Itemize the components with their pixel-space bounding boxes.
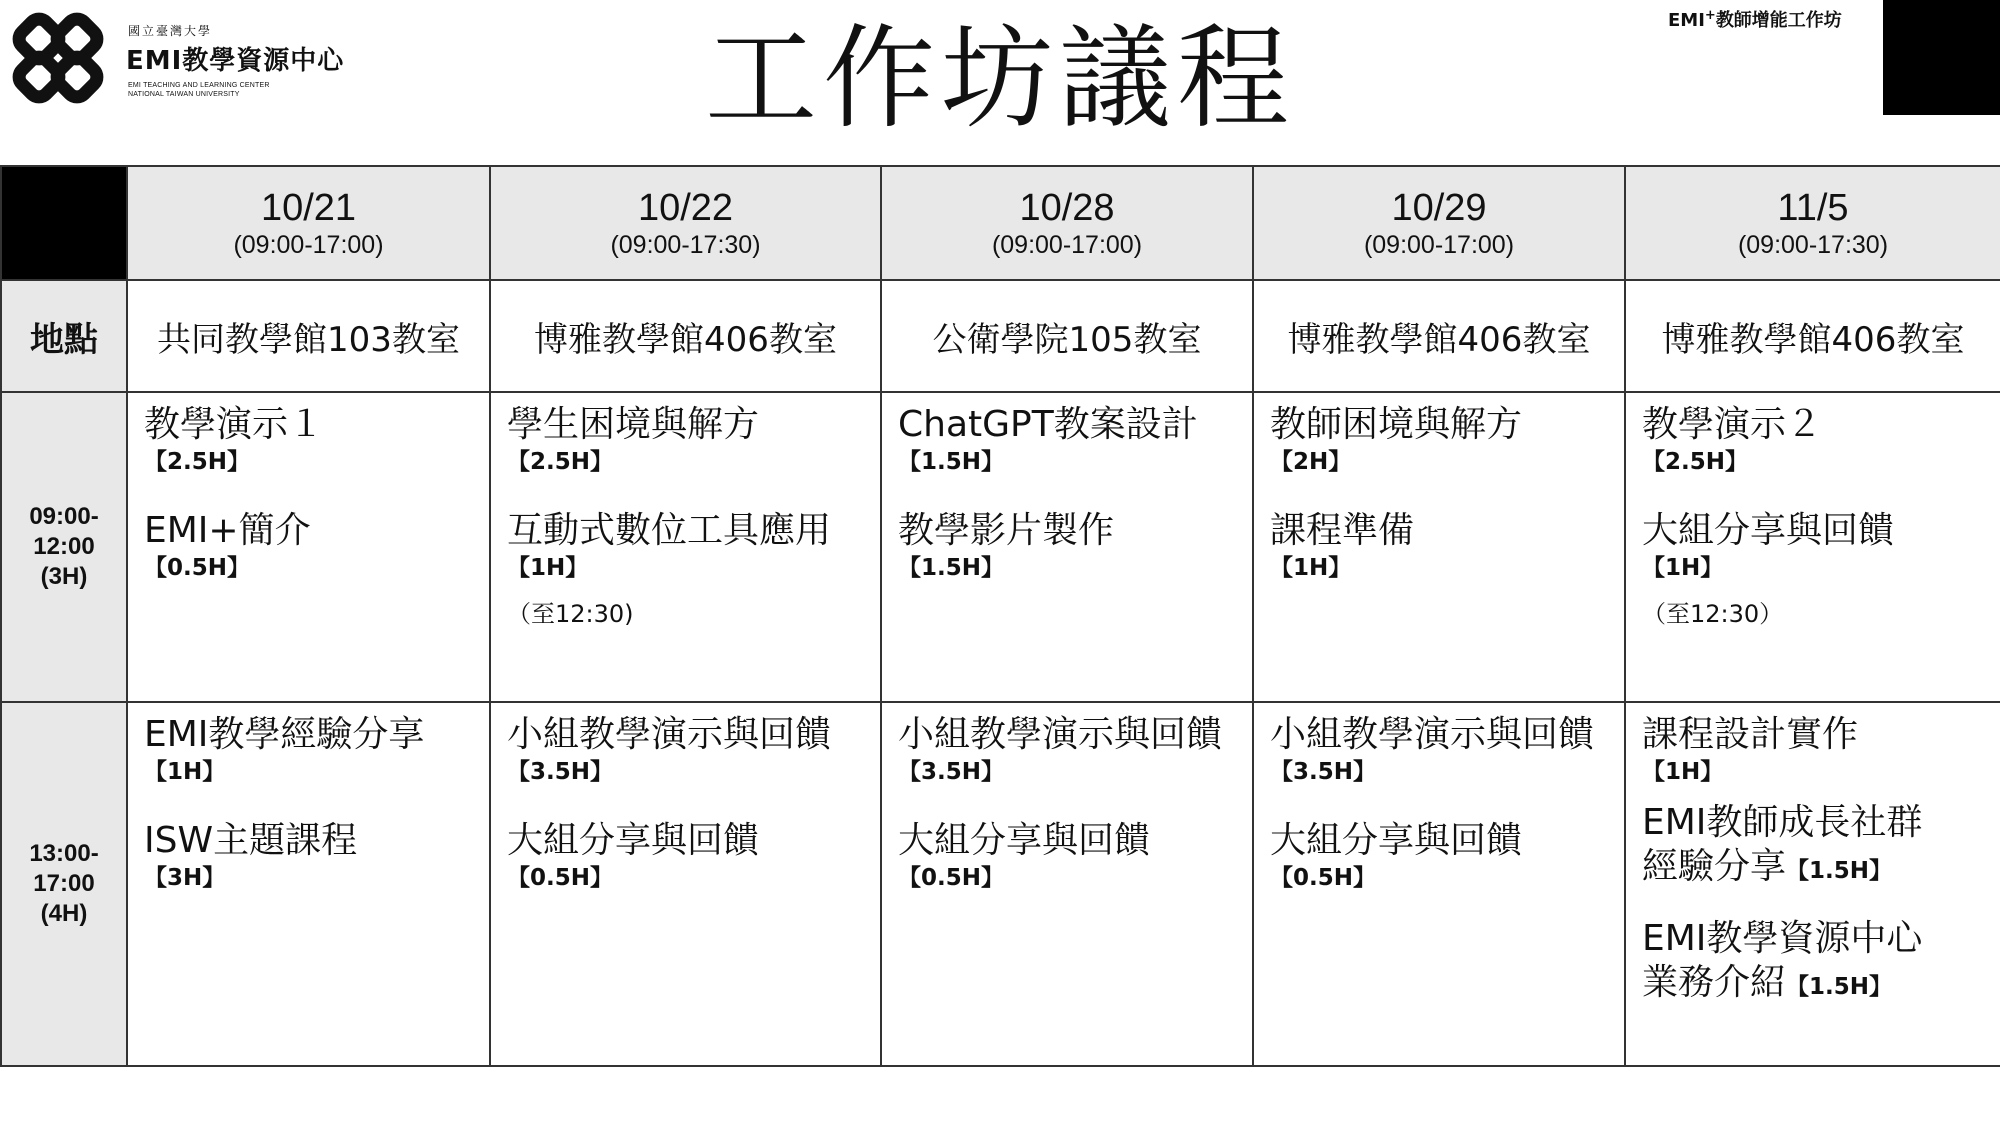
activity-title: 大組分享與回饋 [1270, 820, 1523, 861]
morning-row [1, 392, 2000, 702]
brand-label [1668, 6, 1842, 32]
activity-title: 教師困境與解方 [1270, 404, 1523, 445]
activity-duration: 【3.5H】 [1270, 759, 1376, 785]
activity-title-cont [1642, 845, 2000, 893]
activity-duration: 【1.5H】 [898, 555, 1004, 581]
activity-title: EMI教學資源中心 [1642, 918, 1923, 959]
activity-title: 大組分享與回饋 [898, 820, 1151, 861]
session-cell [127, 702, 490, 1066]
logo-center-name: EMI教學資源中心 [126, 46, 345, 76]
activity-duration: 【3.5H】 [507, 759, 613, 785]
activity-duration: 【2H】 [1270, 449, 1352, 475]
activity-title: 小組教學演示與回饋 [1270, 714, 1595, 755]
activity-duration: 【1.5H】 [898, 449, 1004, 475]
session-cell [490, 392, 881, 702]
activity-duration: 【3H】 [144, 865, 226, 891]
date-label: 10/28 [1019, 187, 1115, 229]
activity-duration: 【1.5H】 [1786, 974, 1893, 1000]
session-cell [1625, 392, 2000, 702]
logo-english-line2: NATIONAL TAIWAN UNIVERSITY [128, 91, 240, 98]
session-cell [1253, 392, 1625, 702]
activity-title: 課程準備 [1270, 510, 1415, 551]
activity-duration: 【1H】 [1642, 555, 1724, 581]
activity-duration: 【2.5H】 [144, 449, 250, 475]
activity-title: EMI教師成長社群 [1642, 802, 1923, 843]
date-time: (09:00-17:00) [1363, 231, 1515, 259]
session-cell [490, 702, 881, 1066]
activity-duration: 【2.5H】 [507, 449, 613, 475]
session-cell [127, 392, 490, 702]
afternoon-time-label [1, 702, 127, 1066]
brand-text: 教師增能工作坊 [1715, 10, 1842, 31]
time-start: 13:00- [29, 840, 99, 867]
location-cell: 共同教學館103教室 [127, 280, 490, 392]
activity-duration: 【0.5H】 [144, 555, 250, 581]
corner-black-block [1883, 0, 2000, 115]
session-cell [1253, 702, 1625, 1066]
activity-title: EMI+簡介 [144, 510, 311, 551]
time-hours: (4H) [40, 900, 88, 927]
location-row-label: 地點 [1, 280, 127, 392]
activity-title: ChatGPT教案設計 [898, 404, 1198, 445]
logo-english-line1: EMI TEACHING AND LEARNING CENTER [128, 82, 270, 89]
date-cell [1253, 166, 1625, 280]
activity-title: 小組教學演示與回饋 [898, 714, 1223, 755]
emi-logo [8, 8, 368, 108]
date-time: (09:00-17:00) [991, 231, 1143, 259]
activity-title-part: 業務介紹 [1642, 962, 1787, 1003]
location-row [1, 280, 2000, 392]
time-start: 09:00- [29, 503, 99, 530]
date-cell [127, 166, 490, 280]
date-cell [490, 166, 881, 280]
afternoon-row [1, 702, 2000, 1066]
activity-duration: 【3.5H】 [898, 759, 1004, 785]
morning-time-label [1, 392, 127, 702]
activity-title-cont [1642, 961, 2000, 1009]
brand-name: EMI [1668, 10, 1705, 31]
activity-title: 學生困境與解方 [507, 404, 760, 445]
activity-title: 教學演示１ [144, 404, 325, 445]
activity-title-part: 經驗分享 [1642, 846, 1787, 887]
time-hours: (3H) [40, 563, 88, 590]
date-label: 10/21 [260, 187, 357, 229]
end-time-note: （至12:30) [507, 600, 634, 628]
header-corner [1, 166, 127, 280]
location-cell: 博雅教學館406教室 [1253, 280, 1625, 392]
end-time-note: （至12:30） [1642, 600, 1784, 628]
activity-title: 課程設計實作 [1642, 714, 1859, 755]
page-title: 工作坊議程 [705, 14, 1295, 144]
activity-duration: 【0.5H】 [507, 865, 613, 891]
activity-title: ISW主題課程 [144, 820, 358, 861]
session-cell [1625, 702, 2000, 1066]
date-label: 10/29 [1391, 187, 1487, 229]
activity-duration: 【0.5H】 [898, 865, 1004, 891]
location-cell: 博雅教學館406教室 [490, 280, 881, 392]
activity-title: 教學影片製作 [898, 510, 1115, 551]
date-time: (09:00-17:30) [1737, 231, 1889, 259]
location-cell: 博雅教學館406教室 [1625, 280, 2000, 392]
schedule-table [0, 165, 2000, 1067]
activity-duration: 【0.5H】 [1270, 865, 1376, 891]
activity-title: EMI教學經驗分享 [144, 714, 425, 755]
activity-duration: 【1H】 [144, 759, 226, 785]
time-end: 12:00 [33, 533, 95, 560]
date-time: (09:00-17:00) [233, 231, 384, 259]
date-label: 11/5 [1777, 187, 1849, 229]
activity-duration: 【1H】 [1642, 759, 1724, 785]
date-label: 10/22 [637, 187, 734, 229]
date-cell [881, 166, 1253, 280]
date-time: (09:00-17:30) [610, 231, 761, 259]
activity-title: 大組分享與回饋 [507, 820, 760, 861]
date-header-row [1, 166, 2000, 280]
date-cell [1625, 166, 2000, 280]
activity-duration: 【1.5H】 [1786, 858, 1893, 884]
activity-duration: 【1H】 [1270, 555, 1352, 581]
brand-sup: + [1704, 8, 1716, 23]
time-end: 17:00 [33, 870, 95, 897]
activity-title: 小組教學演示與回饋 [507, 714, 832, 755]
activity-duration: 【2.5H】 [1642, 449, 1748, 475]
activity-title: 大組分享與回饋 [1642, 510, 1895, 551]
session-cell [881, 702, 1253, 1066]
activity-title: 教學演示２ [1642, 404, 1823, 445]
logo-university: 國立臺灣大學 [128, 24, 213, 38]
location-cell: 公衛學院105教室 [881, 280, 1253, 392]
emi-knot-logo-icon [8, 8, 108, 108]
session-cell [881, 392, 1253, 702]
activity-title: 互動式數位工具應用 [507, 510, 832, 551]
activity-duration: 【1H】 [507, 555, 589, 581]
